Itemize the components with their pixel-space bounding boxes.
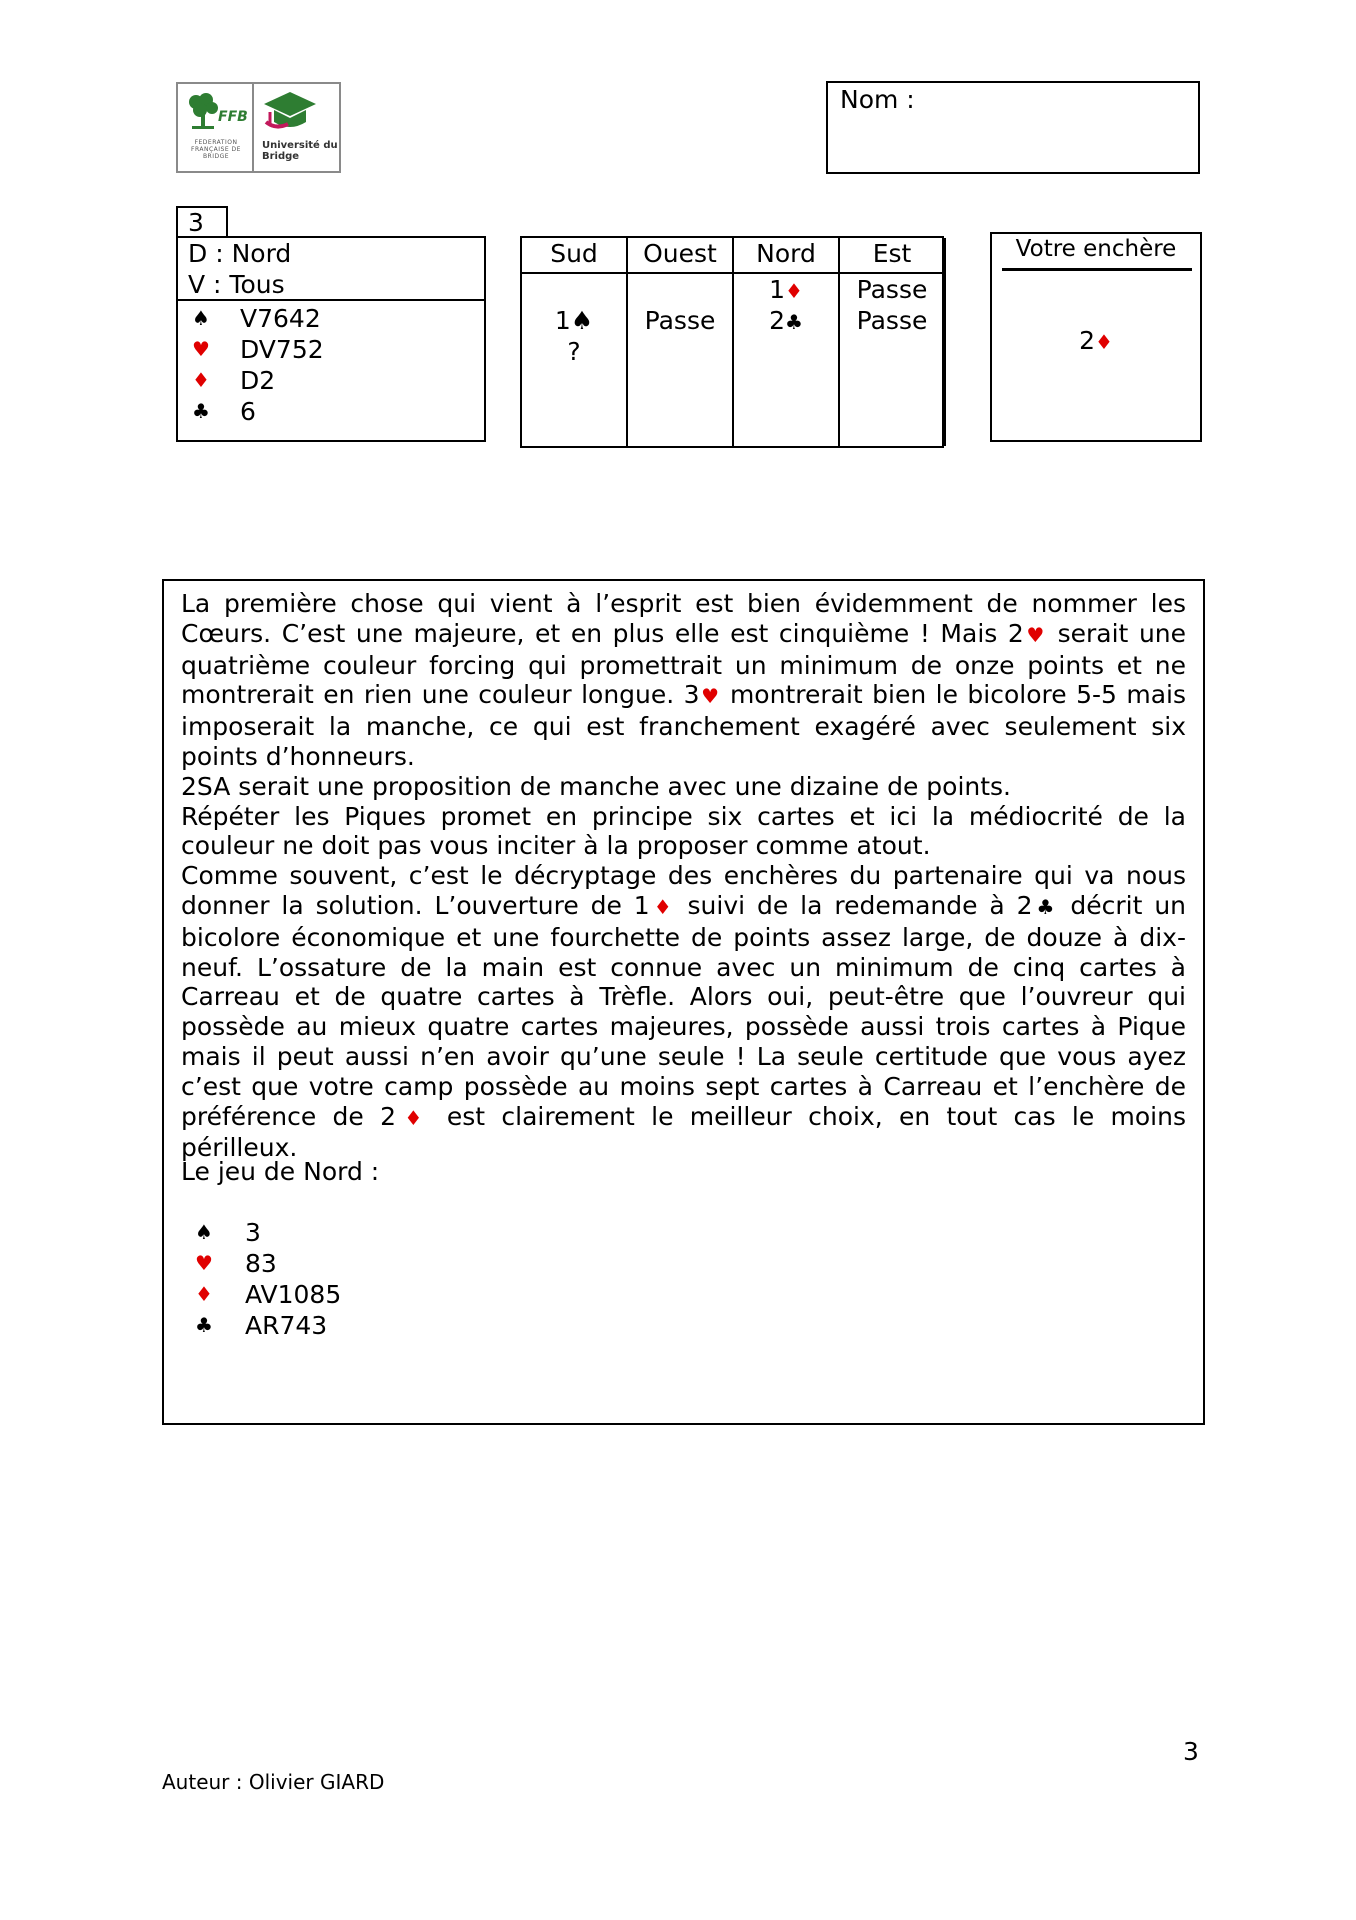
- north-hearts: 83: [245, 1249, 277, 1278]
- diamond-icon: ♦: [784, 279, 803, 303]
- explanation-paragraph: [181, 589, 1186, 772]
- diamond-icon: ♦: [1094, 330, 1113, 354]
- bid-header-ouest: Ouest: [643, 239, 717, 268]
- explanation-box: [162, 579, 1205, 1425]
- spade-icon: ♠: [195, 1220, 213, 1244]
- deal-number: 3: [176, 206, 228, 238]
- spade-icon: ♠: [192, 306, 210, 330]
- club-icon: ♣: [784, 310, 803, 334]
- heart-icon: ♥: [1023, 622, 1048, 647]
- heart-icon: ♥: [192, 337, 210, 361]
- bid-cell: Passe: [856, 306, 928, 335]
- bid-column-nord: [734, 238, 840, 446]
- vulnerability-label: V : Tous: [188, 270, 285, 299]
- ffb-logo-text: FFB: [218, 109, 248, 125]
- explanation-text-span: Comme souvent, c’est le décryptage des enchères du partenaire qui va nous donner la solution. L’ouverture de 1: [181, 861, 1186, 920]
- bidding-table: [520, 236, 944, 448]
- north-diamonds: AV1085: [245, 1280, 342, 1309]
- author-credit: Auteur : Olivier GIARD: [162, 1770, 385, 1794]
- north-hand-title: Le jeu de Nord :: [181, 1157, 380, 1186]
- explanation-text-span: est clairement le meilleur choix, en tout cas le moins périlleux.: [181, 1101, 1186, 1163]
- explanation-paragraph: [181, 861, 1186, 1163]
- explanation-text-span: décrit un bicolore économique et une fourchette de points assez large, de douze à dix-neuf. L’ossature de la main est connue avec un minimum de cinq cartes à Carreau et de quatre cartes à Trèfle. Alors oui, peut-être que l’ouvreur qui possède au mieux quatre cartes majeures, possède aussi trois cartes à Pique mais il peut aussi n’en avoir qu’une seule ! La seule certitude que vous ayez c’est que votre camp possède au moins sept cartes à Carreau et l’enchère de préférence de 2: [181, 890, 1187, 1131]
- club-icon: ♣: [1032, 894, 1059, 919]
- bid-cell: 2♣: [769, 306, 803, 335]
- bid-column-est: [840, 238, 946, 446]
- bid-header-sud: Sud: [550, 239, 598, 268]
- bid-column-ouest: [628, 238, 734, 446]
- dealer-label: D : Nord: [188, 239, 292, 268]
- explanation-text-span: La première chose qui vient à l’esprit est bien évidemment de nommer les Cœurs. C’est une majeure, et en plus elle est cinquième ! Mais 2: [181, 589, 1186, 648]
- bid-cell: Passe: [856, 275, 928, 304]
- bid-header-est: Est: [872, 239, 912, 268]
- page-number: 3: [1183, 1737, 1199, 1766]
- ffb-logo: [176, 82, 341, 173]
- your-bid-underline: [1002, 268, 1192, 271]
- heart-icon: ♥: [195, 1251, 213, 1275]
- heart-icon: ♥: [699, 684, 721, 709]
- explanation-text: [181, 589, 1186, 1163]
- your-bid-title: Votre enchère: [1015, 236, 1177, 262]
- explanation-text-span: suivi de la redemande à 2: [675, 890, 1033, 920]
- deal-info-header: [178, 238, 484, 301]
- universite-text: Université du Bridge: [262, 140, 338, 162]
- bid-column-sud: [522, 238, 628, 446]
- explanation-text-span: serait une quatrième couleur forcing qui promettrait un minimum de onze points et ne montrerait en rien une couleur longue. 3: [181, 618, 1187, 710]
- your-bid-box[interactable]: [990, 232, 1202, 442]
- north-spades: 3: [245, 1218, 261, 1247]
- explanation-text-span: montrerait bien le bicolore 5-5 mais imposerait la manche, ce qui est franchement exagéré avec seulement six points d’honneurs.: [181, 680, 1186, 771]
- diamond-icon: ♦: [395, 1105, 431, 1130]
- bid-cell: ?: [567, 337, 581, 366]
- explanation-paragraph: Répéter les Piques promet en principe six cartes et ici la médiocrité de la couleur ne doit pas vous inciter à la proposer comme atout.: [181, 801, 1186, 861]
- bid-header-divider: [522, 272, 942, 274]
- your-bid-value: [992, 326, 1200, 355]
- club-icon: ♣: [192, 399, 210, 423]
- logo-divider: [252, 84, 254, 171]
- south-hand-box: [176, 236, 486, 442]
- diamond-icon: ♦: [195, 1282, 213, 1306]
- name-label: Nom :: [840, 85, 915, 114]
- your-bid-level: 2: [1079, 326, 1095, 355]
- bid-cell: 1♦: [769, 275, 803, 304]
- diamond-icon: ♦: [192, 368, 210, 392]
- diamond-icon: ♦: [649, 894, 676, 919]
- bid-header-nord: Nord: [756, 239, 816, 268]
- hand-hearts: DV752: [240, 335, 324, 364]
- club-icon: ♣: [195, 1313, 213, 1337]
- ffb-tree-icon: [186, 92, 220, 132]
- hand-clubs: 6: [240, 397, 256, 426]
- bid-cell: Passe: [644, 306, 716, 335]
- bid-cell: 1♠: [554, 306, 594, 335]
- explanation-paragraph: 2SA serait une proposition de manche avec une dizaine de points.: [181, 771, 1012, 801]
- federation-text: FEDERATION FRANÇAISE DE BRIDGE: [191, 139, 241, 160]
- graduation-cap-icon: [262, 90, 318, 134]
- hand-diamonds: D2: [240, 366, 276, 395]
- name-field[interactable]: [826, 81, 1200, 174]
- hand-spades: V7642: [240, 304, 321, 333]
- north-clubs: AR743: [245, 1311, 328, 1340]
